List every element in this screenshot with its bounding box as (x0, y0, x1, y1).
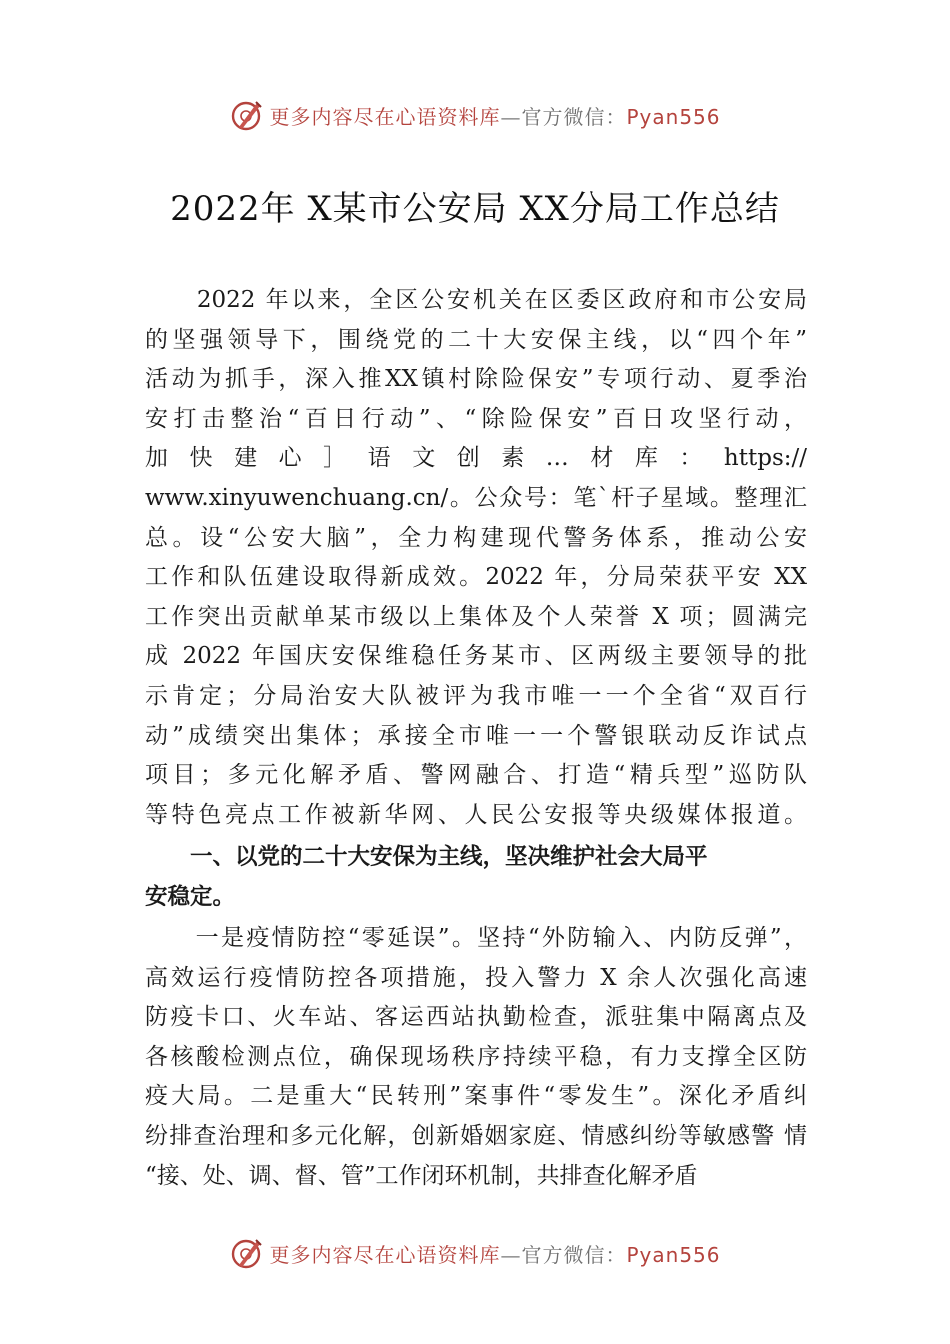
text-line: www.xinyuwenchuang.cn/。公众号：笔`杆子星域。整理汇 (145, 484, 807, 511)
text-line: 总。设“公安大脑”，全力构建现代警务体系，推动公安 (145, 524, 807, 551)
section-heading-1 (145, 837, 807, 917)
text-line: 示肯定；分局治安大队被评为我市唯一一个全省“双百行 (145, 682, 807, 709)
pen-logo-icon (229, 1235, 265, 1271)
text-line: 工作和队伍建设取得新成效。2022 年，分局荣获平安 XX (145, 564, 807, 591)
text-line: 疫大局。二是重大“民转刑”案事件“零发生”。深化矛盾纠 (145, 1083, 807, 1110)
text-line: 一是疫情防控“零延误”。坚持“外防输入、内防反弹”， (145, 925, 807, 951)
banner-wechat-id: Pyan556 (626, 104, 721, 129)
text-line: 动”成绩突出集体；承接全市唯一一个警银联动反诈试点 (145, 722, 807, 749)
text-line: 高效运行疫情防控各项措施，投入警力 X 余人次强化高速 (145, 964, 807, 991)
heading-line: 安稳定。 (145, 884, 236, 910)
text-line: 加快建心］语文创素…材库：https:// (145, 445, 807, 472)
text-line: 各核酸检测点位，确保现场秩序持续平稳，有力支撑全区防 (145, 1043, 807, 1070)
footer-banner (0, 1233, 950, 1273)
text-line: 工作突出贡献单某市级以上集体及个人荣誉 X 项；圆满完 (145, 603, 807, 630)
text-line: 纷排查治理和多元化解，创新婚姻家庭、情感纠纷等敏感警 情 (145, 1122, 807, 1149)
banner-text (269, 101, 720, 130)
pen-logo-icon (229, 97, 265, 133)
text-line: 活动为抓手，深入推XX镇村除险保安”专项行动、夏季治 (145, 366, 807, 393)
text-line: 项目；多元化解矛盾、警网融合、打造“精兵型”巡防队 (145, 762, 807, 789)
text-line: 防疫卡口、火车站、客运西站执勤检查，派驻集中隔离点及 (145, 1004, 807, 1031)
header-banner (0, 95, 950, 135)
banner-separator: — (500, 1242, 522, 1267)
document-title: 2022年 X某市公安局 XX分局工作总结 (170, 189, 780, 229)
banner-separator: — (500, 104, 522, 129)
text-line: 成 2022 年国庆安保维稳任务某市、区两级主要领导的批 (145, 643, 807, 670)
paragraph-section-1 (145, 919, 807, 1196)
banner-text (269, 1239, 720, 1268)
text-line: 的坚强领导下，围绕党的二十大安保主线，以“四个年” (145, 326, 807, 353)
banner-wechat-id: Pyan556 (626, 1242, 721, 1267)
text-line: 等特色亮点工作被新华网、人民公安报等央级媒体报道。 (145, 801, 807, 828)
banner-wechat-label: 官方微信： (521, 104, 627, 129)
banner-wechat-label: 官方微信： (521, 1242, 627, 1267)
heading-line: 一、以党的二十大安保为主线，坚决维护社会大局平 (145, 844, 708, 870)
banner-main-text: 更多内容尽在心语资料库 (269, 1242, 501, 1267)
text-line: 2022 年以来，全区公安机关在区委区政府和市公安局 (145, 287, 807, 313)
text-line: 安打击整治“百日行动”、“除险保安”百日攻坚行动， (145, 405, 807, 432)
banner-main-text: 更多内容尽在心语资料库 (269, 104, 501, 129)
paragraph-intro (145, 281, 807, 835)
text-line: “接、处、调、督、管”工作闭环机制，共排查化解矛盾 (145, 1162, 698, 1189)
